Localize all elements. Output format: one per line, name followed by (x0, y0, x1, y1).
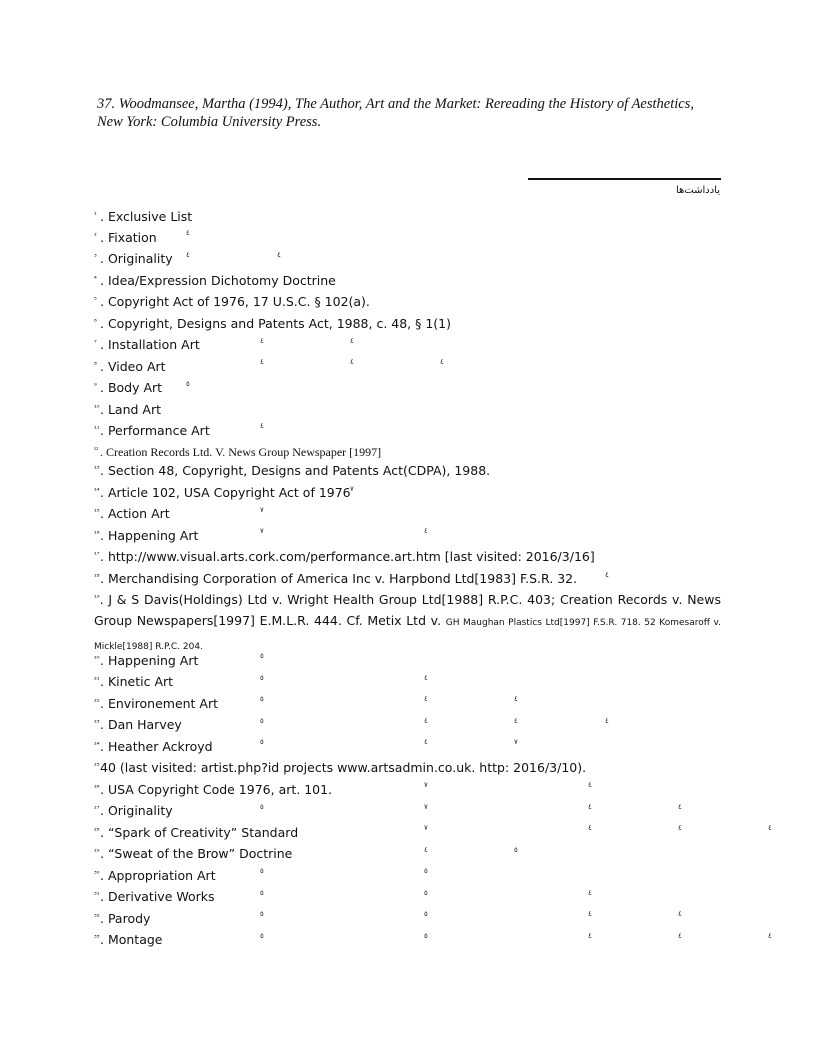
footnote-10: ¹⁰. Land Art (94, 402, 161, 417)
footnote-19-paragraph: $^{^{19}}$. J & S Davis(Holdings) Ltd v. Wright Health Group Ltd[1988] R.P.C. 403; Creation Records v. News Group Newspapers[1997] E.M.L.R. 444. Cf. Metix Ltd v. GH Maughan Plastics Ltd[1997] F.S.R. 718. 52 Komesaroff v. Mickle[1988] R.P.C. 204. (94, 592, 721, 652)
footnote-1: ¹ . Exclusive List (94, 209, 193, 224)
ref-marker: ٤ (588, 803, 592, 811)
ref-marker: ٤ (424, 674, 428, 682)
footnote-20: ²⁰. Happening Art (94, 653, 199, 668)
ref-marker: ٤ (514, 695, 518, 703)
ref-marker: ٧ (260, 506, 264, 514)
ref-marker: ٥ (186, 380, 190, 388)
ref-marker: ٧ (424, 781, 428, 789)
ref-marker: ٤ (260, 422, 264, 430)
ref-marker: ٤ (588, 889, 592, 897)
footnote-8: ⁸ . Video Art (94, 359, 166, 374)
ref-marker: ٤ (678, 910, 682, 918)
ref-marker: ٤ (605, 571, 609, 579)
ref-marker: ٧ (424, 824, 428, 832)
ref-marker: ٤ (588, 910, 592, 918)
ref-marker: ٤ (678, 932, 682, 940)
ref-marker: ٤ (588, 824, 592, 832)
ref-marker: ٤ (424, 846, 428, 854)
footnote-21: ²¹. Kinetic Art (94, 674, 174, 689)
ref-marker: ٥ (424, 910, 428, 918)
footnote-29: ²⁹. “Sweat of the Brow” Doctrine (94, 846, 293, 861)
footnote-32: ³². Parody (94, 911, 151, 926)
footnote-27: ²⁷. Originality (94, 803, 173, 818)
footnote-31: ³¹. Derivative Works (94, 889, 215, 904)
ref-marker: ٥ (260, 910, 264, 918)
footnote-2: ² . Fixation (94, 230, 157, 245)
ref-marker: ٤ (186, 251, 190, 259)
notes-heading: یادداشت‌ها (675, 185, 720, 196)
footnote-30: ³⁰. Appropriation Art (94, 868, 216, 883)
ref-marker: ٤ (768, 824, 772, 832)
footnote-23: ²³. Dan Harvey (94, 717, 182, 732)
footnote-15: ¹⁵. Action Art (94, 506, 170, 521)
footnote-separator (528, 178, 721, 180)
footnote-18: ¹⁸. Merchandising Corporation of America Inc v. Harpbond Ltd[1983] F.S.R. 32. (94, 571, 578, 586)
footnote-13: ¹³. Section 48, Copyright, Designs and Patents Act(CDPA), 1988. (94, 463, 491, 478)
footnote-7: ⁷ . Installation Art (94, 337, 200, 352)
ref-marker: ٤ (605, 717, 609, 725)
ref-marker: ٤ (440, 358, 444, 366)
ref-marker: ٤ (260, 358, 264, 366)
footnote-22: ²². Environement Art (94, 696, 219, 711)
ref-marker: ٤ (588, 781, 592, 789)
footnote-14: ¹⁴. Article 102, USA Copyright Act of 1976 (94, 485, 351, 500)
ref-marker: ٥ (424, 932, 428, 940)
ref-marker: ٤ (186, 229, 190, 237)
footnote-6: ⁶ . Copyright, Designs and Patents Act, 1988, c. 48, § 1(1) (94, 316, 452, 331)
footnote-3: ³ . Originality (94, 251, 173, 266)
ref-marker: ٧ (260, 527, 264, 535)
ref-marker: ٤ (350, 337, 354, 345)
ref-marker: ٥ (260, 674, 264, 682)
ref-marker: ٤ (350, 358, 354, 366)
footnote-25: ²⁵40 (last visited: artist.php?id projects www.artsadmin.co.uk. http: 2016/3/10). (94, 760, 587, 775)
reference-37: 37. Woodmansee, Martha (1994), The Author, Art and the Market: Rereading the History of Aesthetics, New York: Columbia University Press. (97, 96, 694, 130)
ref-marker: ٥ (260, 803, 264, 811)
ref-marker: ٤ (678, 824, 682, 832)
footnote-24: ²⁴. Heather Ackroyd (94, 739, 213, 754)
ref-marker: ٥ (260, 717, 264, 725)
footnote-4: ⁴ . Idea/Expression Dichotomy Doctrine (94, 273, 336, 288)
ref-marker: ٥ (260, 738, 264, 746)
ref-marker: ٤ (678, 803, 682, 811)
ref-marker: ٤ (514, 717, 518, 725)
footnote-11: ¹¹. Performance Art (94, 423, 210, 438)
ref-marker: ٥ (260, 932, 264, 940)
footnote-12: ¹² . Creation Records Ltd. V. News Group Newspaper [1997] (94, 445, 382, 459)
footnote-16: ¹⁶. Happening Art (94, 528, 199, 543)
ref-marker: ٤ (424, 738, 428, 746)
footnote-17: ¹⁷. http://www.visual.arts.cork.com/performance.art.htm [last visited: 2016/3/16] (94, 549, 595, 564)
ref-marker: ٧ (350, 485, 354, 493)
footnote-9: ⁹ . Body Art (94, 380, 163, 395)
ref-marker: ٥ (514, 846, 518, 854)
ref-marker: ٤ (424, 695, 428, 703)
ref-marker: ٥ (424, 867, 428, 875)
footnote-26: ²⁶. USA Copyright Code 1976, art. 101. (94, 782, 333, 797)
footnote-28: ²⁸. “Spark of Creativity” Standard (94, 825, 299, 840)
ref-marker: ٥ (424, 889, 428, 897)
ref-marker: ٥ (260, 889, 264, 897)
ref-marker: ٤ (277, 251, 281, 259)
ref-marker: ٤ (424, 717, 428, 725)
ref-marker: ٤ (260, 337, 264, 345)
ref-marker: ٥ (260, 867, 264, 875)
footnote-33: ³³. Montage (94, 932, 163, 947)
ref-marker: ٤ (424, 527, 428, 535)
ref-marker: ٧ (514, 738, 518, 746)
ref-marker: ٧ (424, 803, 428, 811)
footnote-5: ⁵ . Copyright Act of 1976, 17 U.S.C. § 102(a). (94, 294, 370, 309)
ref-marker: ٤ (588, 932, 592, 940)
ref-marker: ٥ (260, 652, 264, 660)
ref-marker: ٥ (260, 695, 264, 703)
ref-marker: ٤ (768, 932, 772, 940)
